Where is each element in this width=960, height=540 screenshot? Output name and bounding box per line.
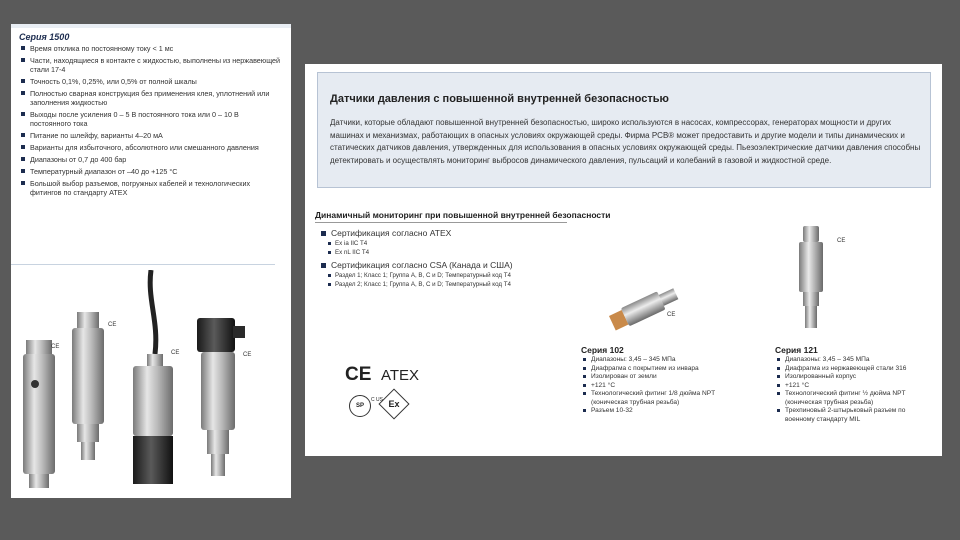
spec-item: Изолированный корпус bbox=[775, 373, 925, 382]
feature-item: Точность 0,1%, 0,25%, или 0,5% от полной шкалы bbox=[19, 77, 281, 86]
cert-atex-title: Сертификация согласно ATEX bbox=[319, 228, 579, 239]
atex-logo: ATEX bbox=[381, 367, 420, 384]
spec-item: Разъем 10-32 bbox=[581, 407, 731, 416]
ce-mark: CE bbox=[108, 322, 117, 328]
cert-atex-item: Ex ia IIC T4 bbox=[319, 239, 579, 248]
section-title: Динамичный мониторинг при повышенной внутренней безопасности bbox=[315, 210, 611, 220]
series-1500-sensors-image bbox=[11, 270, 291, 498]
series-121-spec-list bbox=[775, 356, 925, 424]
info-box bbox=[317, 72, 931, 188]
csa-region-label: C US bbox=[371, 397, 383, 403]
spec-item: Трехпиновый 2-штырьковый разъем по военному стандарту MIL bbox=[775, 407, 925, 424]
series-1500-feature-list bbox=[19, 44, 281, 200]
product-ce-mark: CE bbox=[667, 312, 676, 318]
spec-item: Технологический фитинг 1/8 дюйма NPT (коническая трубная резьба) bbox=[581, 390, 731, 407]
left-page bbox=[11, 24, 291, 498]
spec-item: +121 °C bbox=[775, 382, 925, 391]
spec-item: Диафрагма из нержавеющей стали 316 bbox=[775, 365, 925, 374]
spec-item: Изолирован от земли bbox=[581, 373, 731, 382]
section-underline bbox=[315, 222, 567, 223]
spec-item: Диапазоны: 3,45 – 345 МПа bbox=[581, 356, 731, 365]
cert-csa-item: Раздел 2; Класс 1; Группа A, B, C и D; Температурный код T4 bbox=[319, 280, 579, 289]
ex-logo bbox=[378, 388, 409, 419]
top-band bbox=[11, 24, 291, 28]
feature-item: Выходы после усиления 0 – 5 В постоянного тока или 0 – 10 В постоянного тока bbox=[19, 110, 281, 128]
certification-logos bbox=[345, 364, 485, 424]
cert-atex-item: Ex nL IIC T4 bbox=[319, 248, 579, 257]
series-102-title: Серия 102 bbox=[581, 345, 624, 355]
series-102-spec-list bbox=[581, 356, 731, 416]
info-title: Датчики давления с повышенной внутренней безопасностью bbox=[330, 93, 669, 105]
product-ce-mark: CE bbox=[837, 238, 846, 244]
feature-item: Большой выбор разъемов, погружных кабелей и технологических фитингов по стандарту ATEX bbox=[19, 179, 281, 197]
spec-item: Технологический фитинг ½ дюйма NPT (коническая трубная резьба) bbox=[775, 390, 925, 407]
feature-item: Варианты для избыточного, абсолютного или смешанного давления bbox=[19, 143, 281, 152]
cert-csa-item: Раздел 1; Класс 1; Группа A, B, C и D; Температурный код T4 bbox=[319, 271, 579, 280]
ce-mark: CE bbox=[51, 344, 60, 350]
ce-logo: CE bbox=[345, 364, 372, 385]
spec-item: +121 °C bbox=[581, 382, 731, 391]
feature-item: Время отклика по постоянному току < 1 мс bbox=[19, 44, 281, 53]
cert-csa-title: Сертификация согласно CSA (Канада и США) bbox=[319, 260, 579, 271]
right-page bbox=[305, 64, 942, 456]
feature-item: Части, находящиеся в контакте с жидкостью, выполнены из нержавеющей стали 17-4 bbox=[19, 56, 281, 74]
certification-list bbox=[319, 228, 579, 289]
series-102-sensor-image bbox=[603, 278, 687, 336]
feature-item: Диапазоны от 0,7 до 400 бар bbox=[19, 155, 281, 164]
feature-item: Питание по шлейфу, варианты 4–20 мА bbox=[19, 131, 281, 140]
series-1500-title: Серия 1500 bbox=[19, 32, 70, 42]
info-text: Датчики, которые обладают повышенной внутренней безопасностью, широко используются в насосах, компрессорах, генераторах мощности и других машинах и механизмах, работающих в опасных условиях окружающей среды. Фирма PCB® может предоставить и другие модели и типы динамических и статических датчиков давления, утвержденных для использования в опасных условиях окружающей среды. Пьезоэлектрические датчики давления способны детектировать и осуществлять мониторинг выбросов динамического давления, пульсаций и колебаний в газовой и жидкостной среде. bbox=[330, 118, 921, 165]
ce-mark: CE bbox=[243, 352, 252, 358]
series-121-sensor-image bbox=[791, 224, 831, 334]
spec-item: Диапазоны: 3,45 – 345 МПа bbox=[775, 356, 925, 365]
series-121-title: Серия 121 bbox=[775, 345, 818, 355]
csa-logo: SP bbox=[349, 395, 371, 417]
spec-item: Диафрагма с покрытием из инвара bbox=[581, 365, 731, 374]
ex-logo-text: Ex bbox=[388, 399, 400, 409]
section-divider bbox=[11, 264, 275, 265]
ce-mark: CE bbox=[171, 350, 180, 356]
feature-item: Полностью сварная конструкция без применения клея, уплотнений или заполнения жидкостью bbox=[19, 89, 281, 107]
feature-item: Температурный диапазон от –40 до +125 °C bbox=[19, 167, 281, 176]
